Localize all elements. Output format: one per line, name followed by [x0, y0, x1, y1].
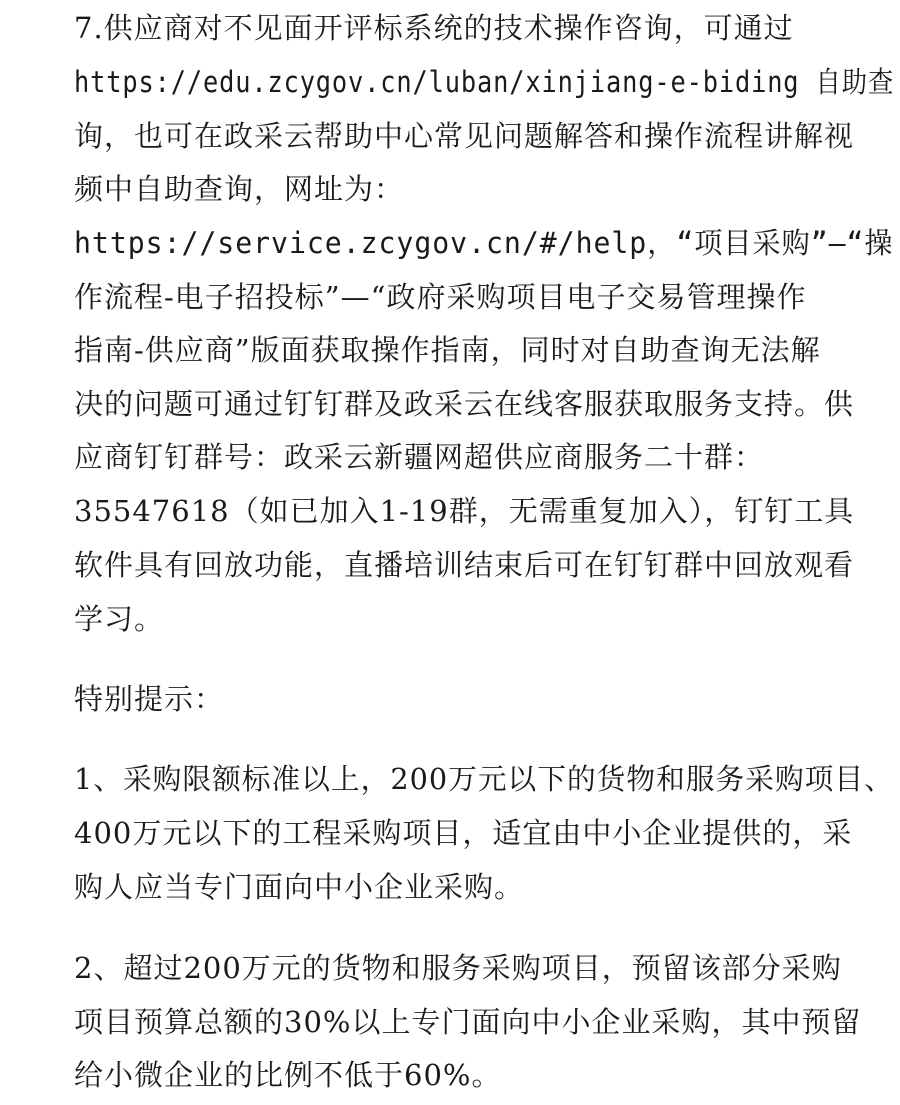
special-notice-heading: 特别提示：: [74, 682, 225, 716]
text-line: 应商钉钉群号：政采云新疆网超供应商服务二十群：: [74, 440, 765, 474]
notice-item-2-cont: 给小微企业的比例不低于60%。: [74, 1058, 502, 1092]
text-line: 7.供应商对不见面开评标系统的技术操作咨询，可通过: [74, 11, 794, 45]
text-line: 决的问题可通过钉钉群及政采云在线客服获取服务支持。供: [74, 387, 855, 421]
text-line: 35547618（如已加入1-19群，无需重复加入），钉钉工具: [74, 494, 855, 528]
text-line-url: https://service.zcygov.cn/#/help，“项目采购”—“操: [74, 226, 894, 260]
notice-item-1-cont: 购人应当专门面向中小企业采购。: [74, 870, 525, 904]
notice-item-1-cont: 400万元以下的工程采购项目，适宜由中小企业提供的，采: [74, 816, 853, 850]
notice-item-2-cont: 项目预算总额的30%以上专门面向中小企业采购，其中预留: [74, 1005, 862, 1039]
text-line: 询，也可在政采云帮助中心常见问题解答和操作流程讲解视: [74, 119, 855, 153]
notice-item-1: 1、采购限额标准以上，200万元以下的货物和服务采购项目、: [74, 762, 894, 796]
text-line: 频中自助查询，网址为：: [74, 172, 405, 206]
text-line: 学习。: [74, 602, 165, 636]
text-line: 作流程-电子招投标”—“政府采购项目电子交易管理操作: [74, 280, 807, 314]
text-line: 软件具有回放功能，直播培训结束后可在钉钉群中回放观看: [74, 548, 855, 582]
text-line: 指南-供应商”版面获取操作指南，同时对自助查询无法解: [74, 333, 821, 367]
notice-item-2: 2、超过200万元的货物和服务采购项目，预留该部分采购: [74, 951, 842, 985]
text-line-url: https://edu.zcygov.cn/luban/xinjiang-e-biding 自助查: [74, 65, 895, 99]
